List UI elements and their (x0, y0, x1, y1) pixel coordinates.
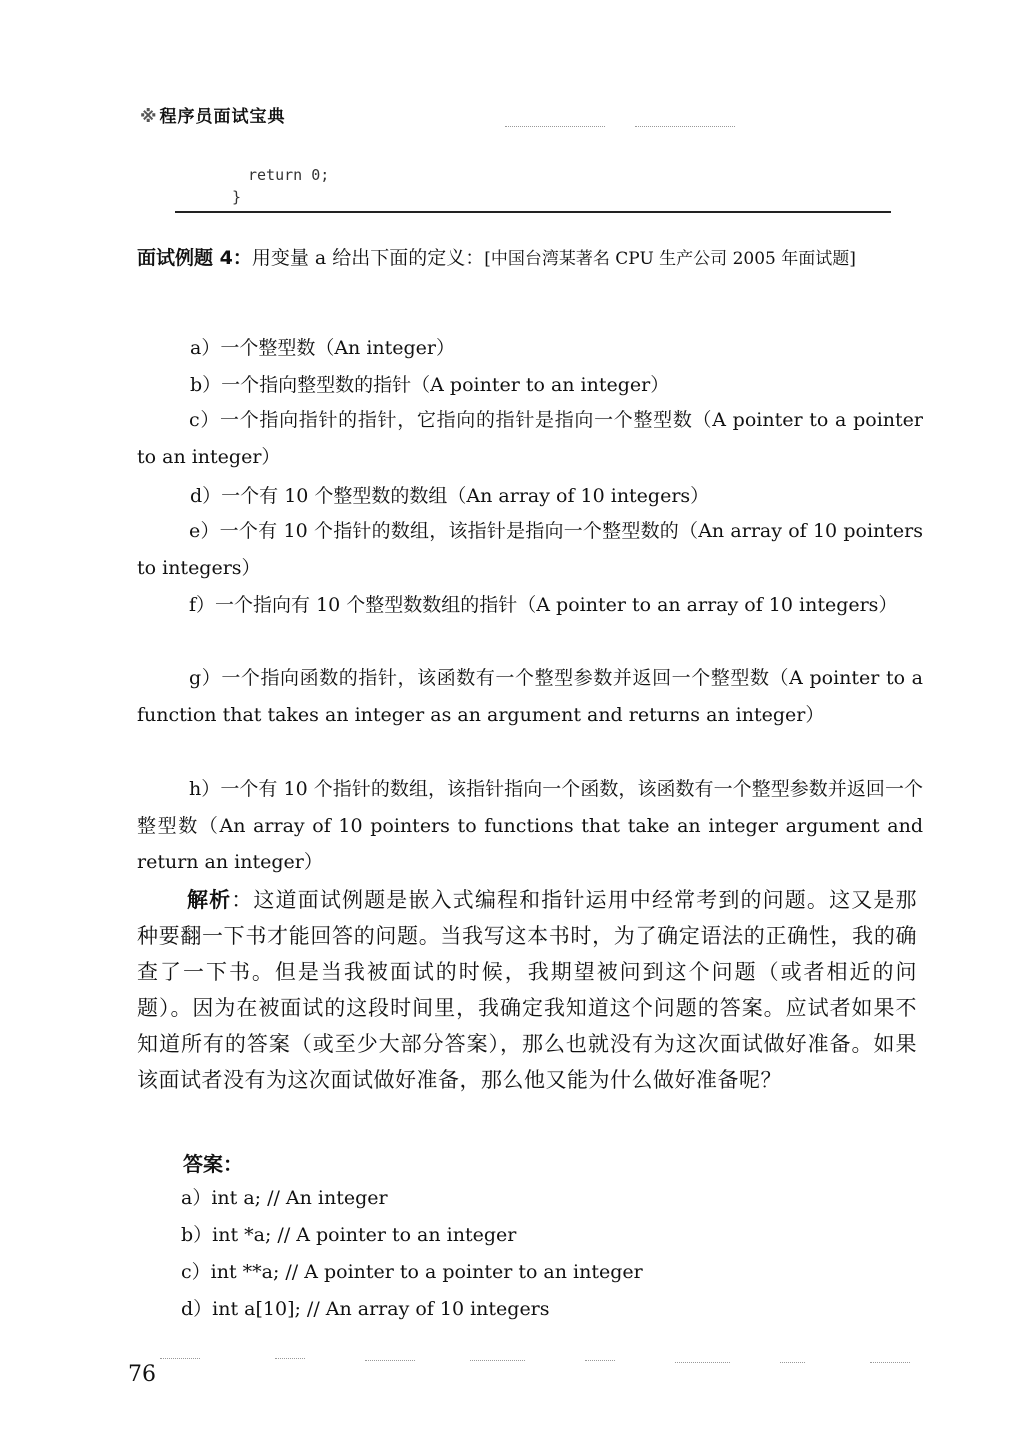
footer-dots-6 (675, 1362, 730, 1363)
item-d: d）一个有 10 个整型数的数组（An array of 10 integers） (190, 485, 710, 507)
item-f: f）一个指向有 10 个整型数数组的指针（A pointer to an array of 10 integers） (189, 594, 898, 616)
footer-dots-5 (585, 1360, 615, 1361)
page-number: 76 (128, 1362, 156, 1387)
footer-dots-3 (365, 1360, 415, 1361)
question-heading (137, 240, 923, 278)
question-source: [中国台湾某著名 CPU 生产公司 2005 年面试题] (484, 249, 856, 269)
item-h: h）一个有 10 个指针的数组，该指针指向一个函数，该函数有一个整型参数并返回一个整型数（An array of 10 pointers to functions that take an integer argument and return an integer） (137, 778, 923, 873)
running-header (140, 102, 286, 127)
analysis-text: ：这道面试例题是嵌入式编程和指针运用中经常考到的问题。这又是那种要翻一下书才能回答的问题。当我写这本书时，为了确定语法的正确性，我的确查了一下书。但是当我被面试的时候，我期望被问到这个问题（或者相近的问题）。因为在被面试的这段时间里，我确定我知道这个问题的答案。应试者如果不知道所有的答案（或至少大部分答案），那么也就没有为这次面试做好准备。如果该面试者没有为这次面试做好准备，那么他又能为什么做好准备呢？ (137, 888, 917, 1092)
item-a: a）一个整型数（An integer） (190, 337, 456, 359)
question-text: 用变量 a 给出下面的定义： (251, 247, 485, 269)
answer-label: 答案： (183, 1152, 243, 1176)
footer-dots-1 (160, 1358, 200, 1359)
header-mark-icon: ※ (140, 107, 158, 127)
analysis-paragraph (137, 882, 917, 1098)
code-line-brace: } (232, 188, 242, 206)
answer-d: d）int a[10]; // An array of 10 integers (181, 1298, 550, 1320)
item-b: b）一个指向整型数的指针（A pointer to an integer） (190, 374, 670, 396)
header-dots-left (505, 126, 605, 127)
answer-c: c）int **a; // A pointer to a pointer to an integer (181, 1261, 643, 1283)
analysis-label: 解析 (187, 888, 232, 912)
footer-dots-8 (870, 1362, 910, 1363)
item-e: e）一个有 10 个指针的数组，该指针是指向一个整型数的（An array of 10 pointers to integers） (137, 520, 923, 579)
book-title: 程序员面试宝典 (159, 107, 286, 127)
footer-dots-7 (780, 1362, 805, 1363)
question-label: 面试例题 4： (137, 247, 252, 269)
header-dots-right (635, 126, 735, 127)
code-line-return: return 0; (248, 166, 330, 184)
answer-b: b）int *a; // A pointer to an integer (181, 1224, 517, 1246)
answer-a: a）int a; // An integer (181, 1187, 388, 1209)
footer-dots-4 (470, 1360, 525, 1361)
footer-dots-2 (275, 1358, 305, 1359)
item-c: c）一个指向指针的指针，它指向的指针是指向一个整型数（A pointer to a pointer to an integer） (137, 409, 923, 468)
item-g: g）一个指向函数的指针，该函数有一个整型参数并返回一个整型数（A pointer to a function that takes an integer as an argument and returns an integer） (137, 667, 923, 726)
section-divider (175, 211, 891, 213)
